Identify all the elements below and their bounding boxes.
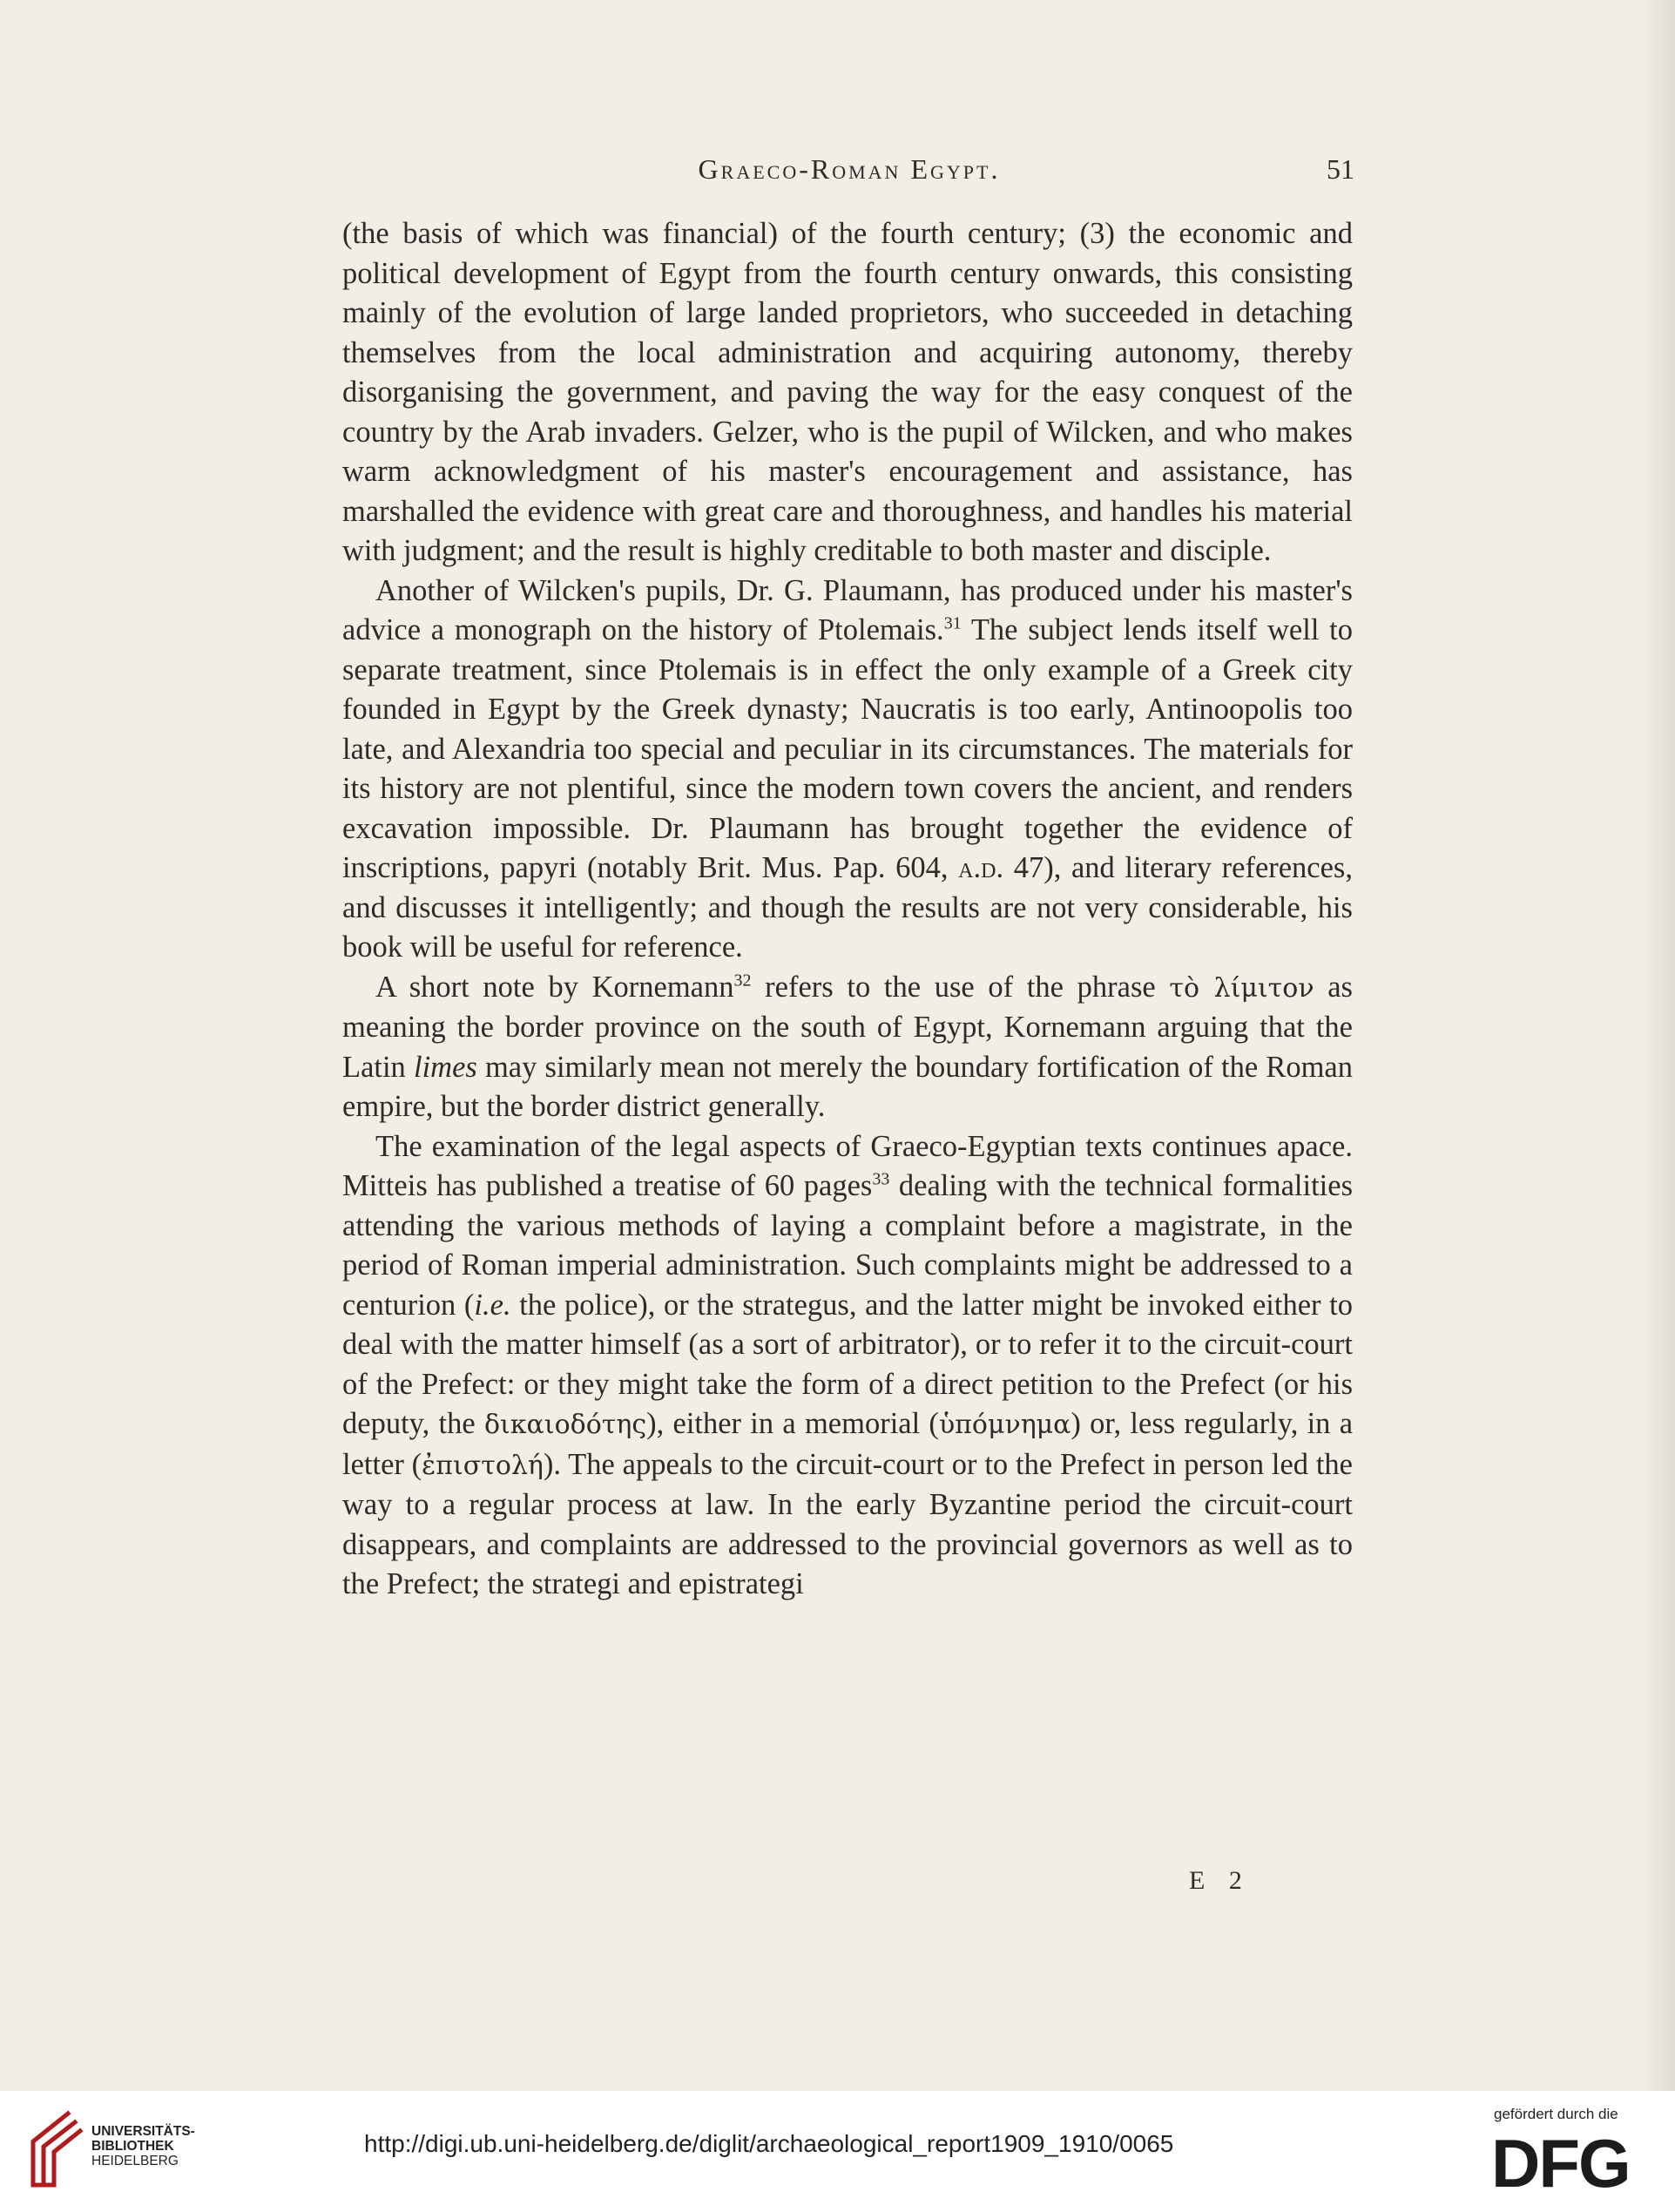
digitization-footer: [0, 2091, 1675, 2212]
university-library-logo-icon: [24, 2107, 87, 2194]
paragraph-text: ), either in a memorial (: [646, 1407, 939, 1440]
paragraph-text: Another of Wilcken's pupils, Dr. G. Plaumann, has produced under his master's advice a monograph on the history of Ptolemais.: [342, 573, 1353, 646]
paragraph-text: A short note by Kornemann: [375, 970, 734, 1004]
library-name-line: UNIVERSITÄTS-: [91, 2124, 195, 2139]
paragraph-text: dealing with the technical formalities attending the various methods of laying a complaint before a magistrate, in the period of Roman imperial administration. Such complaints might be addressed to a centurion (: [342, 1169, 1353, 1322]
paragraph-4: [342, 1127, 1353, 1605]
running-title: Graeco-Roman Egypt.: [698, 153, 1001, 185]
paragraph-text: The examination of the legal aspects of Graeco-Egyptian texts continues apace. Mitteis has published a treatise of 60 pages: [342, 1129, 1353, 1202]
paragraph-text: ) or, less regularly, in a letter (: [342, 1407, 1354, 1481]
footnote-ref-33: 33: [872, 1169, 890, 1189]
paragraph-1: [342, 214, 1353, 572]
library-name-line: HEIDELBERG: [91, 2154, 179, 2168]
paragraph-text: ). The appeals to the circuit-court or to the Prefect in person led the way to a regular process at law. In the early Byzantine period the circuit-court disappears, and complaints are addressed to the provincial governors as well as to the Prefect; the strategi and epistrategi: [342, 1447, 1353, 1600]
paragraph-3: [342, 968, 1353, 1127]
paragraph-text: the police), or the strategus, and the latter might be invoked either to deal with the matter himself (as a sort of arbitrator), or to refer it to the circuit-court of the Prefect: or they might take the form of a direct petition to the Prefect (or his deputy, the: [342, 1288, 1354, 1440]
paragraph-text: (the basis of which was financial) of the fourth century; (3) the economic and political development of Egypt from the fourth century onwards, this consisting mainly of the evolution of large landed proprietors, who succeeded in detaching themselves from the local administration and acquiring autonomy, thereby disorganising the government, and paving the way for the easy conquest of the country by the Arab invaders. Gelzer, who is the pupil of Wilcken, and who makes warm acknowledgment of his master's encouragement and assistance, has marshalled the evidence with great care and thoroughness, and handles his material with judgment; and the result is highly creditable to both master and disciple.: [342, 217, 1353, 567]
greek-term: δικαιοδότης: [483, 1410, 647, 1440]
body-text: [342, 214, 1353, 1605]
funder-note: gefördert durch die: [1494, 2106, 1618, 2122]
era-abbreviation: a.d.: [958, 851, 1004, 884]
footnote-ref-31: 31: [943, 613, 962, 633]
paragraph-text: 47), and literary references, and discusses it intelligently; and though the results are not very considerable, his book will be useful for reference.: [342, 851, 1353, 964]
italic-term: i.e.: [474, 1288, 511, 1322]
page-number: 51: [1327, 153, 1354, 185]
running-head: [344, 153, 1354, 197]
paragraph-text: as meaning the border province on the south of Egypt, Kornemann arguing that the Latin: [342, 970, 1353, 1084]
library-name: [91, 2124, 195, 2168]
library-name-line: BIBLIOTHEK: [91, 2139, 174, 2154]
italic-term: limes: [413, 1050, 477, 1084]
paragraph-text: The subject lends itself well to separate treatment, since Ptolemais is in effect the only example of a Greek city founded in Egypt by the Greek dynasty; Naucratis is too early, Antinoopolis too late, and Alexandria too special and peculiar in its circumstances. The materials for its history are not plentiful, since the modern town covers the ancient, and renders excavation impossible. Dr. Plaumann has brought together the evidence of inscriptions, papyri (notably Brit. Mus. Pap. 604,: [342, 613, 1353, 884]
signature-mark: E 2: [1189, 1866, 1251, 1895]
permalink-url[interactable]: http://digi.ub.uni-heidelberg.de/diglit/archaeological_report1909_1910/0065: [364, 2130, 1174, 2157]
greek-term: ὑπόμνημα: [938, 1410, 1071, 1440]
footnote-ref-32: 32: [733, 971, 752, 990]
greek-term: ἐπιστολή: [422, 1450, 544, 1481]
dfg-logo: DFG: [1491, 2125, 1630, 2202]
paragraph-2: [342, 572, 1353, 968]
paragraph-text: may similarly mean not merely the boundary fortification of the Roman empire, but the border district generally.: [342, 1050, 1353, 1123]
paragraph-text: refers to the use of the phrase: [751, 970, 1170, 1004]
greek-phrase: τὸ λίμιτον: [1169, 972, 1314, 1004]
